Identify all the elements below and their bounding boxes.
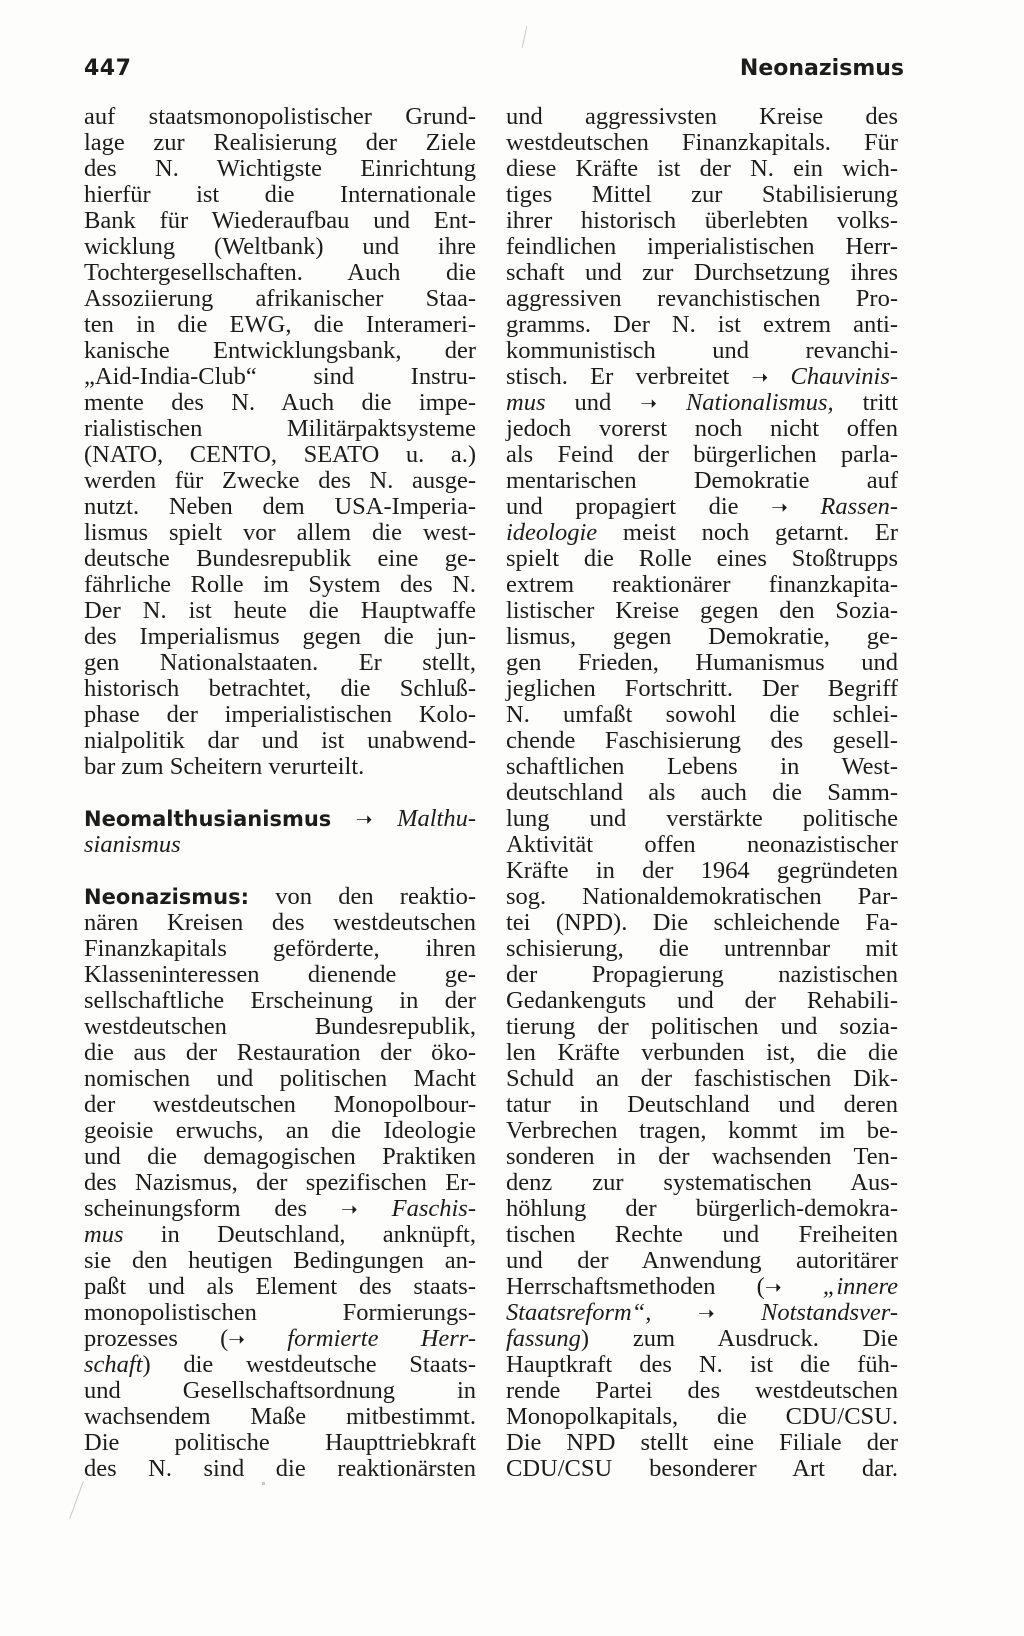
text-line bbox=[506, 520, 898, 546]
arrow-icon: ➝ bbox=[355, 807, 373, 831]
text-line: kommunistisch und revanchi- bbox=[506, 337, 898, 364]
text-line: feindlichen imperialistischen Herr- bbox=[506, 233, 898, 260]
left-column bbox=[84, 104, 476, 1482]
text-line: Klasseninteressen dienende ge- bbox=[84, 961, 476, 988]
text-line: wachsendem Maße mitbestimmt. bbox=[84, 1403, 476, 1430]
text-line: Hauptkraft des N. ist die füh- bbox=[506, 1351, 898, 1378]
lemma-neonazismus: Neonazismus: bbox=[84, 885, 250, 909]
text-line: lage zur Realisierung der Ziele bbox=[84, 129, 476, 156]
arrow-icon: ➝ bbox=[764, 1275, 782, 1299]
cross-reference-link[interactable]: Chauvinis- bbox=[790, 363, 899, 390]
text-line: werden für Zwecke des N. ausge- bbox=[84, 467, 476, 494]
right-column bbox=[506, 104, 898, 1482]
arrow-icon: ➝ bbox=[640, 391, 657, 415]
text-line: wicklung (Weltbank) und ihre bbox=[84, 233, 476, 260]
text-line: monopolistischen Formierungs- bbox=[84, 1299, 476, 1326]
text-span: und bbox=[545, 389, 641, 416]
cross-reference-link[interactable]: Rassen- bbox=[820, 493, 898, 520]
text-span: ) die westdeutsche Staats- bbox=[142, 1351, 476, 1378]
text-line: und aggressivsten Kreise des bbox=[506, 103, 898, 130]
page-header bbox=[84, 56, 904, 92]
text-line: und Gesellschaftsordnung in bbox=[84, 1377, 476, 1404]
arrow-icon: ➝ bbox=[228, 1327, 246, 1351]
arrow-icon: ➝ bbox=[697, 1301, 715, 1325]
text-line: deutschland als auch die Samm- bbox=[506, 779, 898, 806]
text-line: Tochtergesellschaften. Auch die bbox=[84, 259, 476, 286]
entry-gap bbox=[84, 780, 476, 806]
text-line: als Feind der bürgerlichen parla- bbox=[506, 441, 898, 468]
text-line: nomischen und politischen Macht bbox=[84, 1065, 476, 1092]
text-line: extrem reaktionärer finanzkapita- bbox=[506, 571, 898, 598]
text-line: lismus spielt vor allem die west- bbox=[84, 519, 476, 546]
text-line: CDU/CSU besonderer Art dar. bbox=[506, 1455, 898, 1482]
text-line: geoisie erwuchs, an die Ideologie bbox=[84, 1117, 476, 1144]
text-line: Assoziierung afrikanischer Staa- bbox=[84, 285, 476, 312]
text-line: lung und verstärkte politische bbox=[506, 805, 898, 832]
text-line: des N. Wichtigste Einrichtung bbox=[84, 155, 476, 182]
text-span: stisch. Er verbreitet bbox=[506, 363, 752, 390]
text-line: sie den heutigen Bedingungen an- bbox=[84, 1247, 476, 1274]
text-line: hierfür ist die Internationale bbox=[84, 181, 476, 208]
arrow-icon: ➝ bbox=[771, 495, 788, 519]
scan-speck bbox=[522, 26, 528, 48]
text-line: len Kräfte verbunden ist, die die bbox=[506, 1039, 898, 1066]
text-line: höhlung der bürgerlich-demokra- bbox=[506, 1195, 898, 1222]
text-line: rialistischen Militärpaktsysteme bbox=[84, 415, 476, 442]
left-column-lines bbox=[84, 104, 476, 780]
text-line: Aktivität offen neonazistischer bbox=[506, 831, 898, 858]
cross-reference-link[interactable]: „innere bbox=[822, 1273, 898, 1300]
text-span: Herrschaftsmethoden ( bbox=[506, 1273, 765, 1300]
text-line bbox=[84, 1352, 476, 1378]
text-line: nialpolitik dar und ist unabwend- bbox=[84, 727, 476, 754]
text-line: westdeutschen Finanzkapitals. Für bbox=[506, 129, 898, 156]
cross-reference-link[interactable]: ideologie bbox=[506, 519, 598, 546]
text-line: Monopolkapitals, die CDU/CSU. bbox=[506, 1403, 898, 1430]
text-line: diese Kräfte ist der N. ein wich- bbox=[506, 155, 898, 182]
text-line: spielt die Rolle eines Stoßtrupps bbox=[506, 545, 898, 572]
text-line bbox=[506, 1274, 898, 1300]
text-line bbox=[84, 1326, 476, 1352]
text-line: Kräfte in der 1964 gegründeten bbox=[506, 857, 898, 884]
text-line: Bank für Wiederaufbau und Ent- bbox=[84, 207, 476, 234]
text-span: tritt bbox=[833, 389, 899, 416]
cross-reference-link[interactable]: Malthu- bbox=[397, 805, 476, 832]
text-line: historisch betrachtet, die Schluß- bbox=[84, 675, 476, 702]
text-line: denz zur systematischen Aus- bbox=[506, 1169, 898, 1196]
text-line: Verbrechen tragen, kommt im be- bbox=[506, 1117, 898, 1144]
text-line: tischen Rechte und Freiheiten bbox=[506, 1221, 898, 1248]
cross-reference-link[interactable]: fassung bbox=[506, 1325, 581, 1352]
text-line: Die NPD stellt eine Filiale der bbox=[506, 1429, 898, 1456]
text-line bbox=[506, 1326, 898, 1352]
text-line: Gedankenguts und der Rehabili- bbox=[506, 987, 898, 1014]
text-line: lismus, gegen Demokratie, ge- bbox=[506, 623, 898, 650]
cross-reference-link[interactable]: mus bbox=[84, 1221, 124, 1248]
text-line: tiges Mittel zur Stabilisierung bbox=[506, 181, 898, 208]
text-line: schaft und zur Durchsetzung ihres bbox=[506, 259, 898, 286]
text-line: Schuld an der faschistischen Dik- bbox=[506, 1065, 898, 1092]
text-line: N. umfaßt sowohl die schlei- bbox=[506, 701, 898, 728]
text-line: tatur in Deutschland und deren bbox=[506, 1091, 898, 1118]
text-line: phase der imperialistischen Kolo- bbox=[84, 701, 476, 728]
text-line: aggressiven revanchistischen Pro- bbox=[506, 285, 898, 312]
running-head: Neonazismus bbox=[739, 56, 904, 81]
text-span: prozesses ( bbox=[84, 1325, 229, 1352]
cross-reference-link[interactable]: Notstandsver- bbox=[761, 1299, 898, 1326]
text-line: nutzt. Neben dem USA-Imperia- bbox=[84, 493, 476, 520]
entry-gap bbox=[84, 858, 476, 884]
text-span: meist noch getarnt. Er bbox=[597, 519, 898, 546]
cross-reference-link[interactable]: schaft bbox=[84, 1351, 143, 1378]
text-line: „Aid-India-Club“ sind Instru- bbox=[84, 363, 476, 390]
text-line: des Imperialismus gegen die jun- bbox=[84, 623, 476, 650]
text-span: scheinungsform des bbox=[84, 1195, 341, 1222]
cross-reference-link[interactable]: mus bbox=[506, 389, 546, 416]
text-line: Finanzkapitals geförderte, ihren bbox=[84, 935, 476, 962]
text-span: ) zum Ausdruck. Die bbox=[580, 1325, 898, 1352]
text-line: ten in die EWG, die Interameri- bbox=[84, 311, 476, 338]
text-line bbox=[506, 364, 898, 390]
entry-neonazismus bbox=[84, 884, 476, 910]
text-line: mentarischen Demokratie auf bbox=[506, 467, 898, 494]
text-line: mente des N. Auch die impe- bbox=[84, 389, 476, 416]
text-line: gramms. Der N. ist extrem anti- bbox=[506, 311, 898, 338]
text-line: paßt und als Element des staats- bbox=[84, 1273, 476, 1300]
text-line: chende Faschisierung des gesell- bbox=[506, 727, 898, 754]
text-line: des N. sind die reaktionärsten bbox=[84, 1455, 476, 1482]
text-line: auf staatsmonopolistischer Grund- bbox=[84, 103, 476, 130]
text-line: listischer Kreise gegen den Sozia- bbox=[506, 597, 898, 624]
scan-speck bbox=[262, 1482, 265, 1485]
text-line: nären Kreisen des westdeutschen bbox=[84, 909, 476, 936]
text-line: sog. Nationaldemokratischen Par- bbox=[506, 883, 898, 910]
entry-neomalthusianismus bbox=[84, 806, 476, 832]
text-line: jeglichen Fortschritt. Der Begriff bbox=[506, 675, 898, 702]
text-line: tierung der politischen und sozia- bbox=[506, 1013, 898, 1040]
text-line bbox=[84, 1196, 476, 1222]
text-line: des Nazismus, der spezifischen Er- bbox=[84, 1169, 476, 1196]
text-span: und propagiert die bbox=[506, 493, 772, 520]
page-number: 447 bbox=[84, 56, 132, 81]
arrow-icon: ➝ bbox=[340, 1197, 358, 1221]
text-line: der westdeutschen Monopolbour- bbox=[84, 1091, 476, 1118]
text-line: Der N. ist heute die Hauptwaffe bbox=[84, 597, 476, 624]
text-line: gen Frieden, Humanismus und bbox=[506, 649, 898, 676]
text-span: in Deutschland, anknüpft, bbox=[123, 1221, 476, 1248]
text-line: bar zum Scheitern verurteilt. bbox=[84, 753, 365, 780]
text-line: (NATO, CENTO, SEATO u. a.) bbox=[84, 441, 476, 468]
text-line: jedoch vorerst noch nicht offen bbox=[506, 415, 898, 442]
text-line: und die demagogischen Praktiken bbox=[84, 1143, 476, 1170]
text-line: tei (NPD). Die schleichende Fa- bbox=[506, 909, 898, 936]
entry-line bbox=[84, 832, 476, 858]
cross-reference-link[interactable]: Nationalismus, bbox=[685, 389, 834, 416]
text-line: fährliche Rolle im System des N. bbox=[84, 571, 476, 598]
cross-reference-link[interactable]: formierte Herr- bbox=[287, 1325, 476, 1352]
text-line: sonderen in der wachsenden Ten- bbox=[506, 1143, 898, 1170]
scan-speck bbox=[69, 1481, 84, 1519]
cross-reference-link[interactable]: Faschis- bbox=[391, 1195, 476, 1222]
text-line bbox=[506, 390, 898, 416]
text-line: ihrer historisch überlebten volks- bbox=[506, 207, 898, 234]
text-line bbox=[84, 1222, 476, 1248]
text-line: die aus der Restauration der öko- bbox=[84, 1039, 476, 1066]
cross-reference-link[interactable]: Staatsreform“, bbox=[506, 1299, 652, 1326]
text-line: deutsche Bundesrepublik eine ge- bbox=[84, 545, 476, 572]
text-line: Die politische Haupttriebkraft bbox=[84, 1429, 476, 1456]
text-line: sellschaftliche Erscheinung in der bbox=[84, 987, 476, 1014]
cross-reference-link[interactable]: sianismus bbox=[84, 831, 181, 858]
text-line: und der Anwendung autoritärer bbox=[506, 1247, 898, 1274]
text-line: der Propagierung nazistischen bbox=[506, 961, 898, 988]
text-line: rende Partei des westdeutschen bbox=[506, 1377, 898, 1404]
text-line: schisierung, die untrennbar mit bbox=[506, 935, 898, 962]
text-line: westdeutschen Bundesrepublik, bbox=[84, 1013, 476, 1040]
text-line: kanische Entwicklungsbank, der bbox=[84, 337, 476, 364]
arrow-icon: ➝ bbox=[751, 365, 769, 389]
entry-text: von den reaktio- bbox=[275, 883, 476, 910]
text-line bbox=[506, 1300, 898, 1326]
text-line: gen Nationalstaaten. Er stellt, bbox=[84, 649, 476, 676]
text-line bbox=[506, 494, 898, 520]
left-column-tail bbox=[84, 910, 476, 1196]
lemma-neomalthusianismus: Neomalthusianismus bbox=[84, 807, 332, 831]
text-line: schaftlichen Lebens in West- bbox=[506, 753, 898, 780]
